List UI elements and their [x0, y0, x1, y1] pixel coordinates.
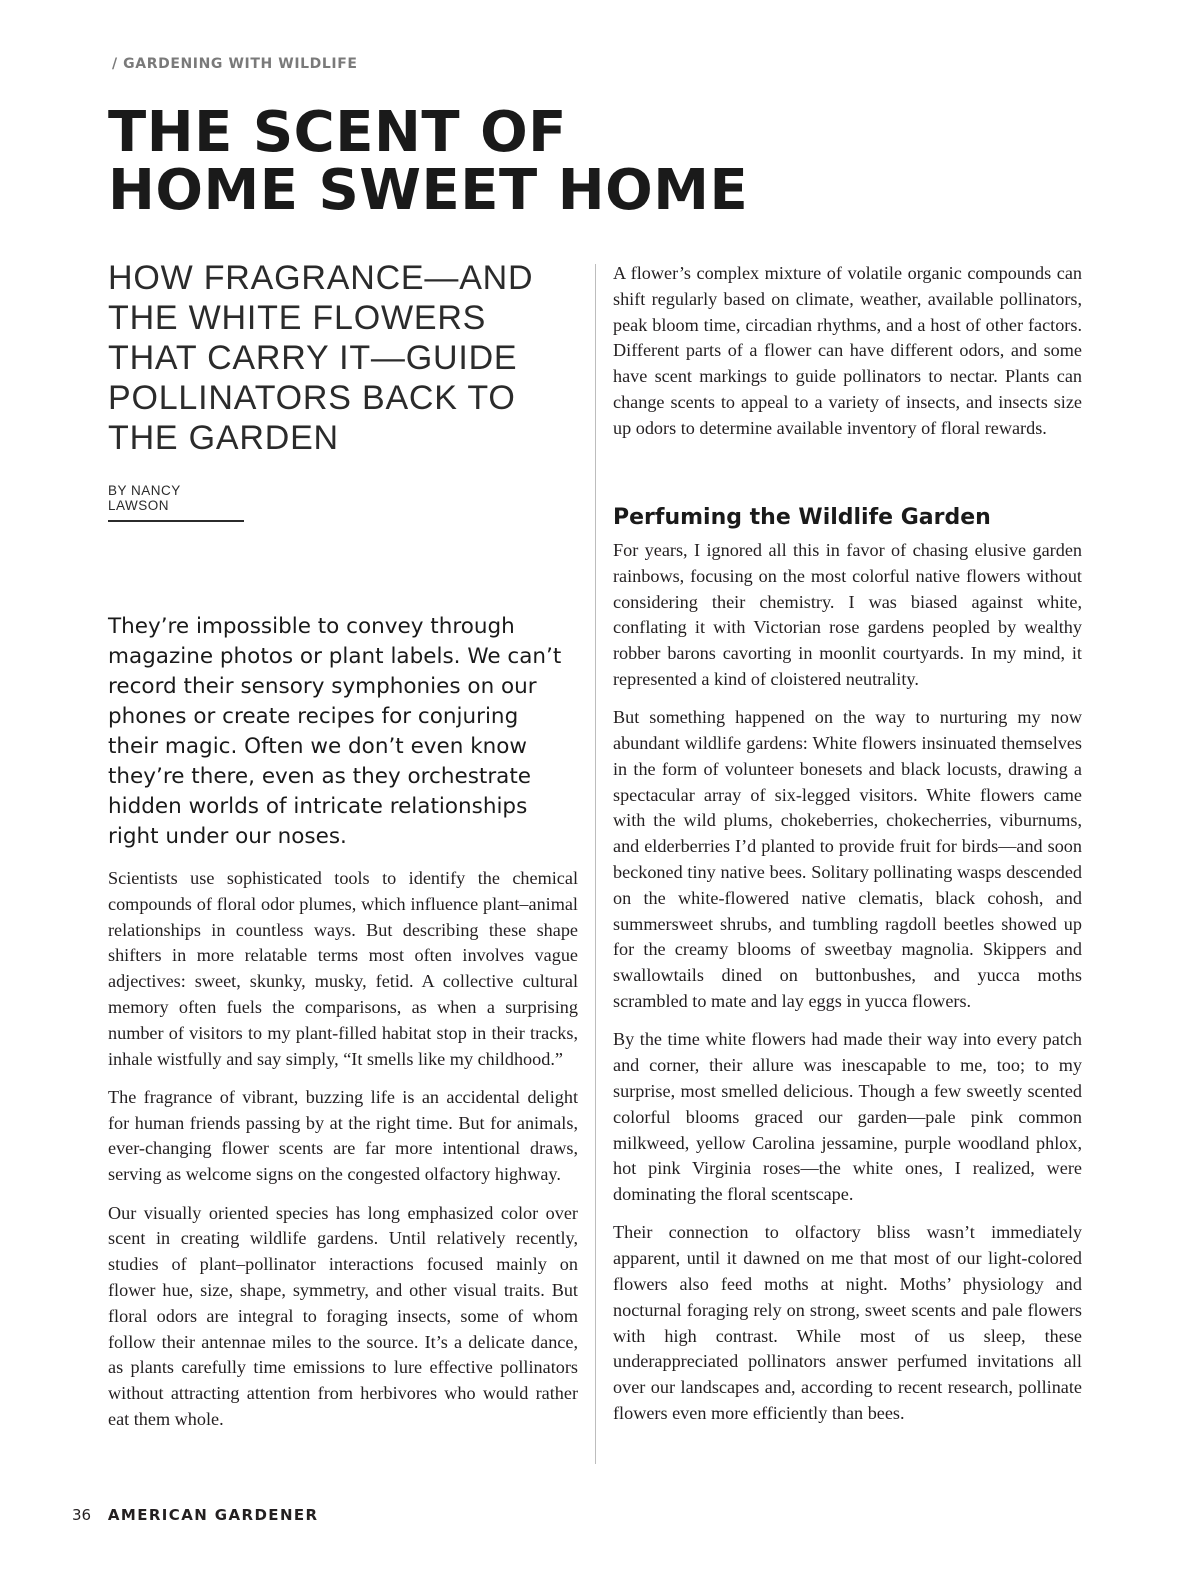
magazine-name: AMERICAN GARDENER — [107, 1506, 319, 1524]
body-paragraph: But something happened on the way to nurturing my now abundant wildlife gardens: White flowers insinuated themselves in the form of volunteer bonesets and black locusts, drawing a spectacular array of six-legged visitors. White flowers came with the wild plums, chokeberries, chokecherries, viburnums, and elderberries I’d planted to provide fruit for birds—and soon beckoned tiny native bees. Solitary pollinating wasps descended on the white-flowered native clematis, black cohosh, and summersweet shrubs, and tumbling ragdoll beetles showed up for the creamy blooms of sweetbay magnolia. Skippers and swallowtails dined on buttonbushes, and yucca moths scrambled to mate and lay eggs in yucca flowers. — [613, 707, 1082, 1012]
body-paragraph: A flower’s complex mixture of volatile organic compounds can shift regularly based on climate, weather, available pollinators, peak bloom time, circadian rhythms, and a host of other factors. Different parts of a flower can have different odors, and some have scent markings to guide pollinators to nectar. Plants can change scents to appeal to a variety of insects, and insects size up odors to determine available inventory of floral rewards. — [613, 263, 1082, 438]
body-paragraph: Our visually oriented species has long emphasized color over scent in creating wildlife gardens. Until relatively recently, studies of plant–pollinator interactions focused mainly on flower hue, size, shape, symmetry, and other visual traits. But floral odors are integral to foraging insects, some of whom follow their antennae miles to the source. It’s a delicate dance, as plants carefully time emissions to lure effective pollinators without attracting attention from herbivores who would rather eat them whole. — [108, 1202, 578, 1429]
right-column-intro — [613, 261, 1082, 454]
body-paragraph: The fragrance of vibrant, buzzing life is an accidental delight for human friends passing by at the right time. But for animals, ever-changing flower scents are far more intentional draws, serving as welcome signs on the congested olfactory highway. — [108, 1086, 578, 1185]
page-number: 36 — [72, 1506, 92, 1524]
body-paragraph: Their connection to olfactory bliss wasn’t immediately apparent, until it dawned on me that most of our light-colored flowers also feed moths at night. Moths’ physiology and nocturnal foraging rely on strong, sweet scents and pale flowers with high contrast. While most of us sleep, these underappreciated pollinators answer perfumed invitations all over our landscapes and, according to recent research, pollinate flowers even more efficiently than bees. — [613, 1222, 1082, 1423]
body-paragraph: By the time white flowers had made their way into every patch and corner, their allure was inescapable to me, too; to my surprise, most smelled delicious. Though a few sweetly scented colorful blooms graced our garden—pale pink common milkweed, yellow Carolina jessamine, purple woodland phlox, hot pink Virginia roses—the white ones, I realized, were dominating the floral scentscape. — [613, 1029, 1082, 1205]
right-column-body — [613, 538, 1082, 1439]
article-title — [108, 100, 1108, 223]
body-paragraph: Scientists use sophisticated tools to identify the chemical compounds of floral odor plumes, which influence plant–animal relationships in countless ways. But describing these shape shifters in more relatable terms most often involves vague adjectives: sweet, skunky, musky, fetid. A collective cultural memory often fuels the comparisons, as when a surprising number of visitors to my plant-filled habitat stop in their tracks, inhale wistfully and say simply, “It smells like my childhood.” — [108, 868, 578, 1069]
article-subtitle: HOW FRAGRANCE—AND THE WHITE FLOWERS THAT CARRY IT—GUIDE POLLINATORS BACK TO THE GARDEN — [108, 259, 534, 457]
lede-paragraph: They’re impossible to convey through magazine photos or plant labels. We can’t record their sensory symphonies on our phones or create recipes for conjuring their magic. Often we don’t even know they’re there, even as they orchestrate hidden worlds of intricate relationships right under our noses. — [108, 614, 562, 849]
section-heading: Perfuming the Wildlife Garden — [613, 505, 991, 530]
body-paragraph: For years, I ignored all this in favor of chasing elusive garden rainbows, focusing on the most colorful native flowers without considering their chemistry. I was biased against white, conflating it with Victorian rose gardens peopled by wealthy robber barons cavorting in moonlit courtyards. In my mind, it represented a kind of cloistered neutrality. — [613, 540, 1082, 689]
section-label: / GARDENING WITH WILDLIFE — [112, 56, 358, 72]
byline: BY NANCY LAWSON — [108, 483, 244, 522]
title-line-2: HOME SWEET HOME — [108, 158, 749, 223]
column-divider — [595, 264, 596, 1464]
page-footer — [72, 1506, 319, 1524]
left-column-body — [108, 866, 578, 1445]
title-line-1: THE SCENT OF — [108, 100, 567, 165]
